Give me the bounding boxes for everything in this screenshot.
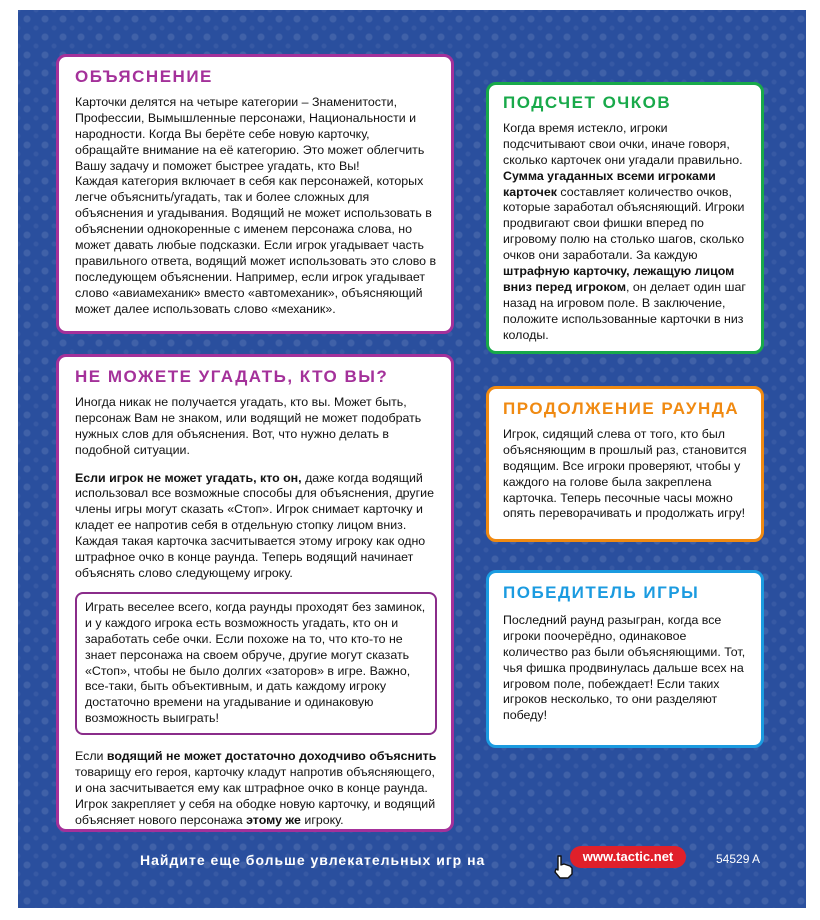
scoring-text-1: Когда время истекло, игроки подсчитывают свои очки, иначе говоря, сколько карточек они угадали правильно. (503, 120, 743, 167)
cant-guess-title: НЕ МОЖЕТЕ УГАДАТЬ, КТО ВЫ? (75, 367, 389, 386)
explanation-paragraph-2: Каждая категория включает в себя как персонажей, которых легче объяснить/угадать, так и более сложных для объяснения и угадывания. Водящий не может использовать в объяснении однокоренные с именем персонажа слова, но может давать любые подсказки. Если игрок угадывает часть правильного ответа, водящий может использовать это слово в последующем объяснении. Например, если игрок угадывает слово «авиамеханик» вместо «автомеханик», объясняющий может далее использовать слово «механик». (75, 174, 437, 316)
explanation-card (56, 54, 454, 334)
pointing-hand-icon (552, 854, 576, 880)
tactic-logo-link[interactable] (552, 842, 688, 882)
cant-guess-ending (75, 749, 437, 829)
cant-guess-rule (75, 471, 437, 582)
cant-guess-intro: Иногда никак не получается угадать, кто вы. Может быть, персонаж Вам не знаком, или водящий не может подобрать нужных слов для объяснения. Вот, что нужно делать в подобной ситуации. (75, 394, 422, 457)
cant-guess-ending-b: товарищу его героя, карточку кладут напротив объясняющего, и она засчитывается ему как штрафное очко в конце раунда. Игрок закрепляет у себя на ободке новую карточку, и водящий объясняет нового персонажа (75, 765, 436, 827)
scoring-bold-2: штрафную карточку, лежащую лицом вниз перед игроком (503, 264, 735, 294)
continue-title: ПРОДОЛЖЕНИЕ РАУНДА (503, 399, 740, 418)
tactic-url[interactable]: www.tactic.net (570, 846, 686, 868)
cant-guess-ending-a: Если (75, 749, 107, 764)
scoring-text-2: составляет количество очков, которые заработал объясняющий. Игроки продвигают свои фишки вперед по игровому полю на столько шагов, сколько очков они заработали. За каждую (503, 184, 745, 263)
cant-guess-ending-c: игроку. (300, 812, 344, 827)
cant-guess-rule-bold: Если игрок не может угадать, кто он, (75, 470, 302, 485)
footer-text: Найдите еще больше увлекательных игр на (140, 852, 486, 868)
tip-box (75, 592, 437, 735)
scoring-text-3: , он делает один шаг назад на игровом поле. В заключение, положите использованные карточки в низ колоды. (503, 279, 746, 342)
continue-text: Игрок, сидящий слева от того, кто был объясняющим в прошлый раз, становится водящим. Все игроки проверяют, чтобы у каждого на голове была закреплена карточка. Теперь песочные часы можно опять переворачивать и продолжать игру! (503, 426, 747, 521)
cant-guess-rule-text: даже когда водящий использовал все возможные способы для объяснения, другие члены игры могут сказать «Стоп». Игрок снимает карточку и кладет ее напротив себя в отдельную стопку лицом вниз. Каждая такая карточка засчитывается этому игроку как одно штрафное очко в конце раунда. Теперь водящий начинает объяснять слово следующему игроку. (75, 470, 434, 580)
cant-guess-card (56, 354, 454, 832)
scoring-card (486, 82, 764, 354)
continue-card (486, 386, 764, 542)
winner-title: ПОБЕДИТЕЛЬ ИГРЫ (503, 583, 700, 602)
scoring-title: ПОДСЧЕТ ОЧКОВ (503, 93, 672, 112)
scoring-bold-1: Сумма угаданных всеми игроками карточек (503, 168, 716, 199)
explanation-paragraph-1: Карточки делятся на четыре категории – Знаменитости, Профессии, Вымышленные персонажи, Национальности и народности. Когда Вы берёте себе новую карточку, обращайте внимание на её категорию. Это может облегчить Вашу задачу и поможет быстрее угадать, кто Вы! (75, 94, 425, 173)
scoring-text (503, 121, 749, 344)
cant-guess-ending-bold-1: водящий не может достаточно доходчиво объяснить (106, 749, 437, 764)
cant-guess-ending-bold-2: этому же (246, 812, 301, 827)
tip-text: Играть веселее всего, когда раунды проходят без заминок, и у каждого игрока есть возможность угадать, кто он и заработать себе очки. Если похоже на то, что кто-то не знает персонажа на своем обруче, другие могут сказать «Стоп», чтобы не было долгих «заторов» в игре. Важно, все-таки, быть объективным, и дать каждому игроку достаточно времени на угадывание и одинаковую возможность выиграть! (85, 599, 426, 726)
winner-text: Последний раунд разыгран, когда все игроки поочерёдно, одинаковое количество раз были объясняющими. Тот, чья фишка продвинулась дальше всех на игровом поле, побеждает! Если таких игроков несколько, то они разделяют победу! (503, 612, 746, 723)
product-code: 54529 A (716, 852, 761, 866)
winner-card (486, 570, 764, 748)
explanation-title: ОБЪЯСНЕНИЕ (75, 67, 213, 86)
